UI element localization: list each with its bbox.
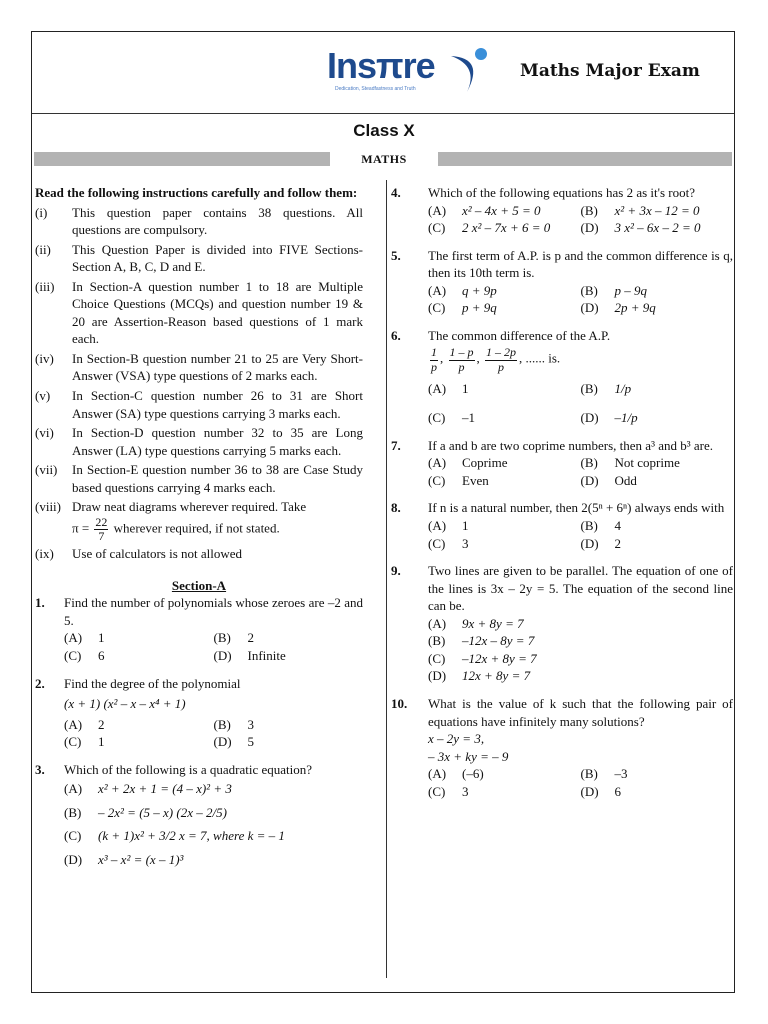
option [581, 454, 734, 472]
equation-2: – 3x + ky = – 9 [428, 748, 509, 764]
option-label: (D) [580, 472, 599, 488]
option-text: p + 9q [462, 300, 497, 316]
question-number: 5. [391, 247, 401, 263]
sequence-term: $\frac{1 - p}{p}$ [449, 345, 474, 374]
option-text: 2 [614, 535, 621, 551]
option-text: 1 [462, 380, 469, 396]
question-text: Which of the following is a quadratic equation? [64, 761, 313, 777]
option-text: (–6) [462, 766, 484, 782]
question-2 [35, 675, 363, 751]
instruction-number: (iv) [35, 350, 54, 366]
option [428, 535, 581, 553]
option-label: (B) [64, 804, 82, 820]
instruction-item [35, 387, 363, 422]
option-label: (B) [580, 380, 598, 396]
question-text: The common difference of the A.P. [428, 327, 611, 343]
option-text: x³ – x² = (x – 1)³ [98, 851, 184, 867]
instruction-number: (viii) [35, 499, 61, 515]
option-label: (B) [580, 455, 598, 471]
instruction-item [35, 545, 363, 563]
option-label: (D) [580, 410, 599, 426]
option [428, 472, 581, 490]
instruction-item [35, 350, 363, 385]
question-number: 10. [391, 695, 408, 711]
instruction-item [35, 498, 363, 543]
question-number: 6. [391, 327, 401, 343]
question-number: 4. [391, 185, 401, 200]
option-label: (B) [213, 630, 231, 646]
option-text: Even [462, 472, 489, 488]
option-text: –12x – 8y = 7 [462, 633, 535, 649]
option-text: x² + 3x – 12 = 0 [614, 202, 700, 218]
option-text: –1 [462, 410, 475, 426]
option [428, 454, 581, 472]
option-text: 6 [614, 783, 621, 799]
option [64, 851, 363, 869]
question-4 [391, 184, 733, 237]
instruction-text-b: wherever required, if not stated. [113, 520, 280, 536]
option [214, 647, 364, 665]
instruction-number: (ix) [35, 546, 54, 562]
option-text: Infinite [247, 647, 286, 663]
option [581, 783, 734, 801]
option-text: 1/p [614, 380, 632, 396]
question-number: 2. [35, 675, 45, 691]
option [214, 716, 364, 734]
instruction-text: This question paper contains 38 questions. All questions are compulsory. [72, 204, 363, 238]
option [214, 629, 364, 647]
instruction-text: Use of calculators is not allowed [72, 546, 243, 562]
option [428, 380, 581, 398]
option-label: (A) [428, 455, 447, 471]
option-text: 12x + 8y = 7 [462, 668, 531, 684]
option-text: 3 [462, 535, 469, 551]
instruction-text [72, 498, 363, 543]
question-number: 9. [391, 563, 401, 579]
option [581, 219, 734, 237]
option [64, 629, 214, 647]
instruction-text: In Section-C question number 26 to 31 are Short Answer (SA) type questions carrying 3 marks each. [72, 388, 363, 421]
option-label: (A) [64, 716, 83, 732]
option [64, 647, 214, 665]
sequence-tail: , ...... is. [519, 351, 561, 367]
question-text: Which of the following equations has 2 as it's root? [428, 185, 695, 200]
option-label: (A) [64, 630, 83, 646]
header-divider [32, 113, 734, 114]
instruction-text: In Section-B question number 21 to 25 are Very Short-Answer (VSA) type questions of 2 marks each. [72, 350, 363, 384]
instruction-text: In Section-D question number 32 to 35 are Long Answer (LA) type questions carrying 5 marks each. [72, 425, 363, 458]
option-label: (D) [580, 300, 599, 316]
question-number: 8. [391, 500, 401, 516]
option-label: (D) [213, 647, 232, 663]
option-text: 2 [98, 716, 105, 732]
section-title: Section-A [171, 577, 227, 593]
question-6 [391, 327, 733, 427]
option [581, 517, 734, 535]
exam-title: Maths Major Exam [520, 61, 700, 81]
question-number: 3. [35, 761, 45, 777]
question-text: If n is a natural number, then 2(5ⁿ + 6ⁿ) always ends with [428, 500, 725, 516]
option-label: (B) [580, 766, 598, 782]
option-label: (C) [428, 300, 446, 316]
instruction-number: (vi) [35, 425, 54, 441]
option [581, 380, 734, 398]
instruction-text: In Section-E question number 36 to 38 are Case Study based questions carrying 4 marks each. [72, 462, 363, 495]
option-label: (C) [428, 220, 446, 236]
option [428, 299, 581, 317]
option [64, 804, 363, 822]
option-label: (A) [428, 282, 447, 298]
option [64, 716, 214, 734]
option-label: (A) [428, 766, 447, 782]
option-text: 3 [247, 716, 254, 732]
option [428, 615, 733, 633]
ap-sequence: $\frac{1}{p}$ , $\frac{1 - p}{p}$ , $\frac{1 - 2p}{p}$ , ...... is. [431, 345, 561, 374]
option-text: 2p + 9q [614, 300, 656, 316]
equation-1: x – 2y = 3, [428, 731, 485, 747]
option-label: (C) [428, 410, 446, 426]
option-text: 2 [247, 630, 254, 646]
option-label: (D) [64, 851, 83, 867]
option-label: (C) [428, 650, 446, 666]
option [581, 765, 734, 783]
option-text: 6 [98, 647, 105, 663]
question-text: If a and b are two coprime numbers, then a³ and b³ are. [428, 437, 714, 453]
option-label: (A) [64, 781, 83, 797]
option [64, 827, 363, 845]
option-label: (A) [428, 615, 447, 631]
option [428, 783, 581, 801]
option [581, 409, 734, 427]
instruction-text: This Question Paper is divided into FIVE Sections-Section A, B, C, D and E. [72, 241, 363, 275]
question-10 [391, 695, 733, 800]
instruction-number: (i) [35, 204, 48, 220]
option-label: (C) [64, 647, 82, 663]
option-label: (B) [580, 282, 598, 298]
option-label: (C) [428, 472, 446, 488]
option-text: Coprime [462, 455, 508, 471]
question-5 [391, 247, 733, 317]
option-text: (k + 1)x² + 3/2 x = 7, where k = – 1 [98, 828, 285, 844]
option-label: (B) [580, 202, 598, 218]
option-text: 3 [462, 783, 469, 799]
option-label: (D) [213, 734, 232, 750]
instruction-text: In Section-A question number 1 to 18 are Multiple Choice Questions (MCQs) and question number 19 & 20 are Assertion-Reason based questions of 1 mark each. [72, 278, 363, 347]
pi-numerator: 22 [95, 514, 108, 529]
option-text: x² – 4x + 5 = 0 [462, 202, 541, 218]
question-number: 7. [391, 437, 401, 453]
sequence-term: $\frac{1}{p}$ [431, 345, 437, 374]
option [428, 517, 581, 535]
right-column [391, 184, 733, 800]
option-label: (D) [580, 535, 599, 551]
option-text: Odd [614, 472, 637, 488]
option-label: (C) [64, 734, 82, 750]
option [214, 733, 364, 751]
sequence-term: $\frac{1 - 2p}{p}$ [486, 345, 516, 374]
question-7 [391, 437, 733, 490]
option [428, 219, 581, 237]
question-number: 1. [35, 595, 45, 611]
option-text: 9x + 8y = 7 [462, 615, 524, 631]
question-text: Find the degree of the polynomial [64, 675, 241, 691]
question-text: The first term of A.P. is p and the common difference is q, then its 10th term is. [428, 247, 733, 281]
option-text: –3 [614, 766, 628, 782]
option [581, 472, 734, 490]
option [581, 202, 734, 220]
class-title: Class X [353, 121, 415, 140]
option-label: (D) [580, 783, 599, 799]
pi-fraction [94, 516, 108, 543]
option [581, 299, 734, 317]
option-text: x² + 2x + 1 = (4 – x)² + 3 [98, 781, 232, 797]
option-text: Not coprime [614, 455, 680, 471]
option-text: –1/p [614, 410, 638, 426]
instruction-item [35, 241, 363, 276]
instruction-item [35, 278, 363, 348]
instruction-number: (vii) [35, 462, 58, 478]
option-text: 1 [98, 734, 105, 750]
left-column [35, 184, 363, 874]
instruction-item [35, 461, 363, 496]
option-text: p – 9q [614, 282, 647, 298]
option-label: (D) [428, 668, 447, 684]
option-label: (A) [428, 380, 447, 396]
option [581, 535, 734, 553]
logo-swoosh-icon [445, 46, 495, 96]
option [428, 667, 733, 685]
question-8 [391, 499, 733, 552]
pi-lhs: π = [72, 520, 90, 536]
option [64, 780, 363, 798]
option-label: (C) [428, 783, 446, 799]
option-label: (A) [428, 202, 447, 218]
subject-label: MATHS [330, 150, 438, 168]
option-label: (C) [64, 828, 82, 844]
instruction-item [35, 424, 363, 459]
option [428, 282, 581, 300]
option-label: (A) [428, 518, 447, 534]
option [64, 733, 214, 751]
question-9 [391, 562, 733, 685]
option-text: 1 [462, 518, 469, 534]
question-1 [35, 594, 363, 664]
instructions-intro: Read the following instructions carefully and follow them: [35, 185, 358, 200]
option-text: – 2x² = (5 – x) (2x – 2/5) [98, 804, 227, 820]
option-text: 3 x² – 6x – 2 = 0 [614, 220, 701, 236]
option-text: 4 [614, 518, 621, 534]
header [32, 32, 734, 112]
option-text: 2 x² – 7x + 6 = 0 [462, 220, 551, 236]
option-text: q + 9p [462, 282, 497, 298]
option-label: (B) [213, 716, 231, 732]
question-text: Find the number of polynomials whose zeroes are –2 and 5. [64, 595, 363, 628]
brand-logo [327, 42, 507, 104]
option [428, 632, 733, 650]
option-label: (C) [428, 535, 446, 551]
option-text: 1 [98, 630, 105, 646]
instruction-number: (ii) [35, 241, 51, 257]
option [428, 409, 581, 427]
question-expression: (x + 1) (x² – x – x⁴ + 1) [64, 696, 186, 712]
pi-denominator: 7 [98, 529, 105, 544]
option-label: (D) [580, 220, 599, 236]
option [581, 282, 734, 300]
instruction-item [35, 204, 363, 239]
option-label: (B) [580, 518, 598, 534]
option-text: 5 [247, 734, 254, 750]
option-label: (B) [428, 633, 446, 649]
question-text: Two lines are given to be parallel. The equation of one of the lines is 3x – 2y = 5. The equation of the second line can be. [428, 563, 733, 614]
instruction-text-a: Draw neat diagrams wherever required. Take [72, 499, 307, 515]
logo-text: Insπre [327, 45, 435, 86]
column-divider [386, 180, 387, 978]
option [428, 202, 581, 220]
option [428, 650, 733, 668]
instruction-number: (iii) [35, 278, 55, 294]
option-text: –12x + 8y = 7 [462, 650, 537, 666]
logo-tagline: Dedication, Steadfastness and Truth [335, 86, 416, 92]
question-3 [35, 761, 363, 875]
option [428, 765, 581, 783]
instruction-number: (v) [35, 388, 51, 404]
question-text: What is the value of k such that the following pair of equations have infinitely many solutions? [428, 695, 733, 729]
